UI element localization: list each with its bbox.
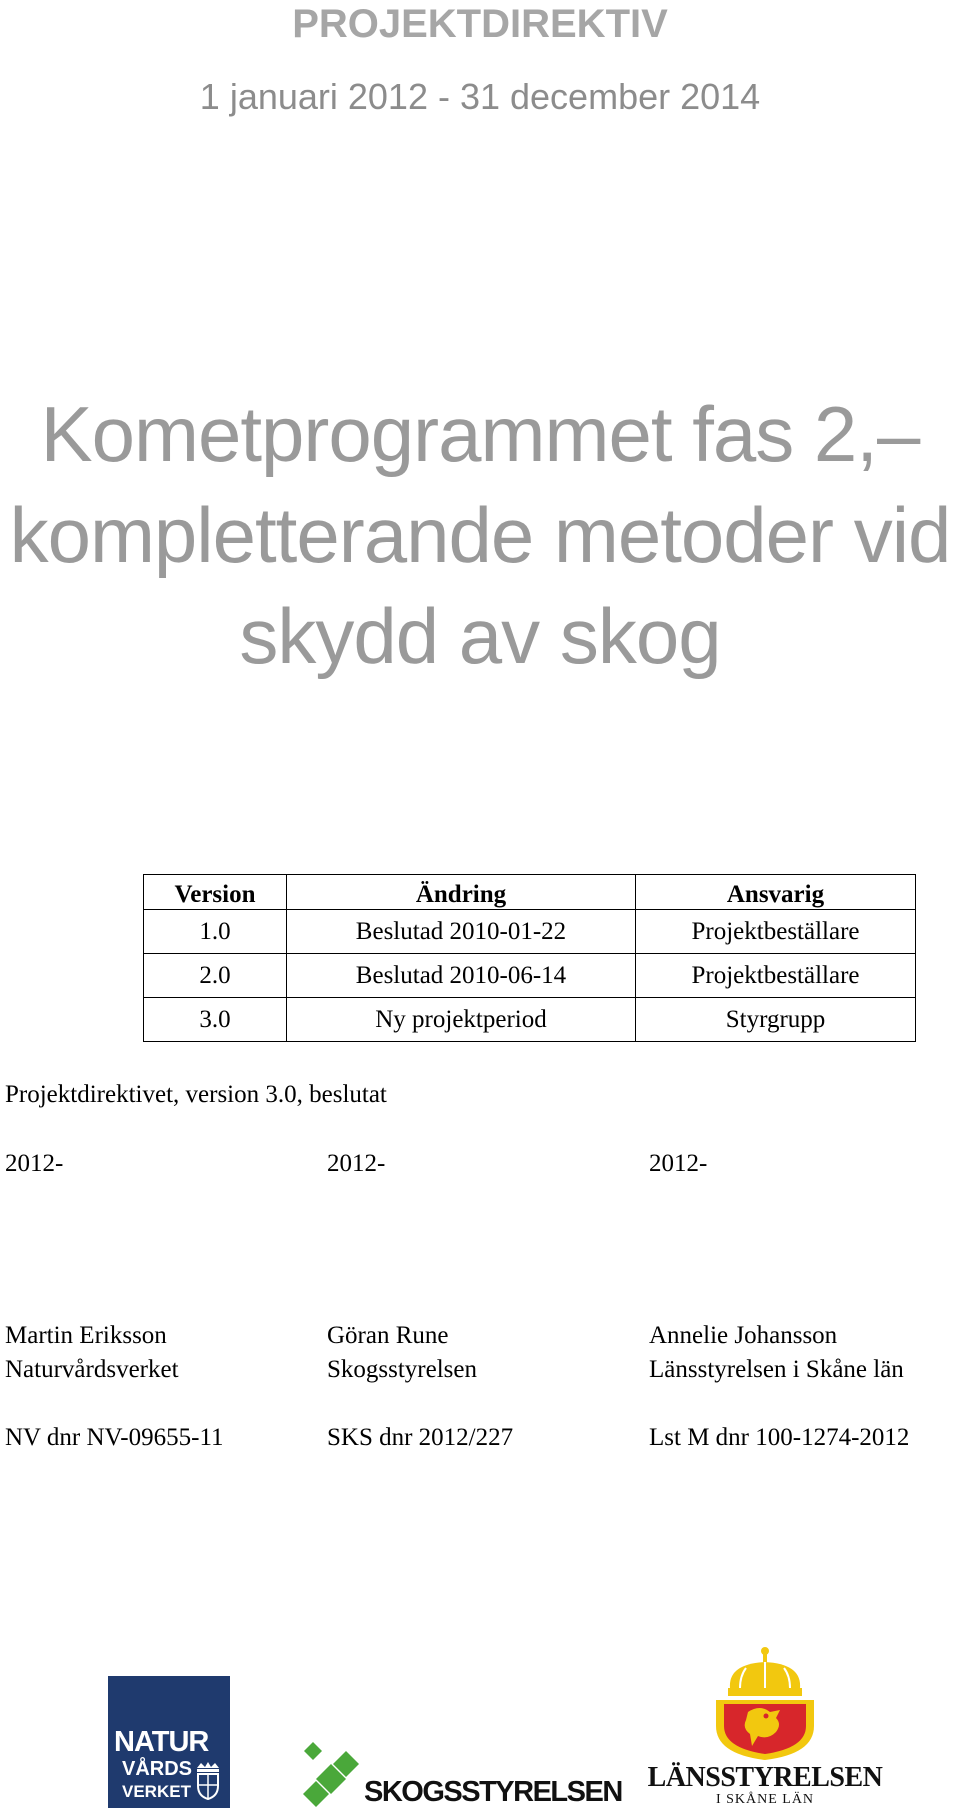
document-title	[0, 384, 960, 687]
registration-number-3: Lst M dnr 100-1274-2012	[649, 1424, 910, 1451]
cell-change: Beslutad 2010-06-14	[287, 954, 636, 998]
lansstyrelsen-logo	[640, 1646, 890, 1810]
table-row	[144, 910, 916, 954]
cell-responsible: Projektbeställare	[636, 910, 916, 954]
lansstyrelsen-logo-text: LÄNSSTYRELSEN	[647, 1762, 883, 1793]
naturvardsverket-logo-text-1: NATUR	[114, 1726, 209, 1758]
signatory-name-3: Annelie Johansson	[649, 1322, 838, 1349]
signatory-org-2: Skogsstyrelsen	[327, 1356, 477, 1383]
naturvardsverket-logo-text-3: VERKET	[122, 1782, 191, 1801]
signature-date-2: 2012-	[327, 1150, 386, 1177]
signatory-org-1: Naturvårdsverket	[5, 1356, 179, 1383]
lansstyrelsen-logo-subtext: I SKÅNE LÄN	[715, 1792, 815, 1807]
cell-version: 3.0	[144, 998, 287, 1042]
cell-version: 1.0	[144, 910, 287, 954]
project-period: 1 januari 2012 - 31 december 2014	[199, 76, 761, 117]
column-header-change: Ändring	[287, 875, 636, 910]
table-header-row	[144, 875, 916, 910]
version-history-table	[143, 874, 916, 1042]
table-row	[144, 998, 916, 1042]
skogsstyrelsen-emblem-icon	[300, 1734, 362, 1810]
cell-change: Ny projektperiod	[287, 998, 636, 1042]
cell-responsible: Styrgrupp	[636, 998, 916, 1042]
cell-responsible: Projektbeställare	[636, 954, 916, 998]
document-title-line-3: skydd av skog	[239, 592, 721, 680]
cell-version: 2.0	[144, 954, 287, 998]
naturvardsverket-logo	[108, 1676, 230, 1808]
decision-statement: Projektdirektivet, version 3.0, beslutat	[5, 1081, 387, 1108]
crown-shield-icon	[194, 1760, 222, 1800]
signatory-name-2: Göran Rune	[327, 1322, 449, 1349]
document-title-line-2: kompletterande metoder vid	[9, 491, 951, 579]
signatory-name-1: Martin Eriksson	[5, 1322, 167, 1349]
signature-date-1: 2012-	[5, 1150, 64, 1177]
table-row	[144, 954, 916, 998]
signatory-org-3: Länsstyrelsen i Skåne län	[649, 1356, 904, 1383]
skogsstyrelsen-logo	[300, 1734, 622, 1810]
document-title-line-1: Kometprogrammet fas 2,–	[40, 390, 920, 478]
column-header-version: Version	[144, 875, 287, 910]
registration-number-2: SKS dnr 2012/227	[327, 1424, 514, 1451]
registration-number-1: NV dnr NV-09655-11	[5, 1424, 224, 1451]
skogsstyrelsen-logo-text: SKOGSSTYRELSEN	[364, 1776, 622, 1808]
signature-date-3: 2012-	[649, 1150, 708, 1177]
naturvardsverket-logo-text-2: VÅRDS	[122, 1758, 193, 1780]
cell-change: Beslutad 2010-01-22	[287, 910, 636, 954]
coat-of-arms-icon	[710, 1646, 820, 1762]
document-type-heading: PROJEKTDIREKTIV	[292, 2, 668, 46]
column-header-responsible: Ansvarig	[636, 875, 916, 910]
